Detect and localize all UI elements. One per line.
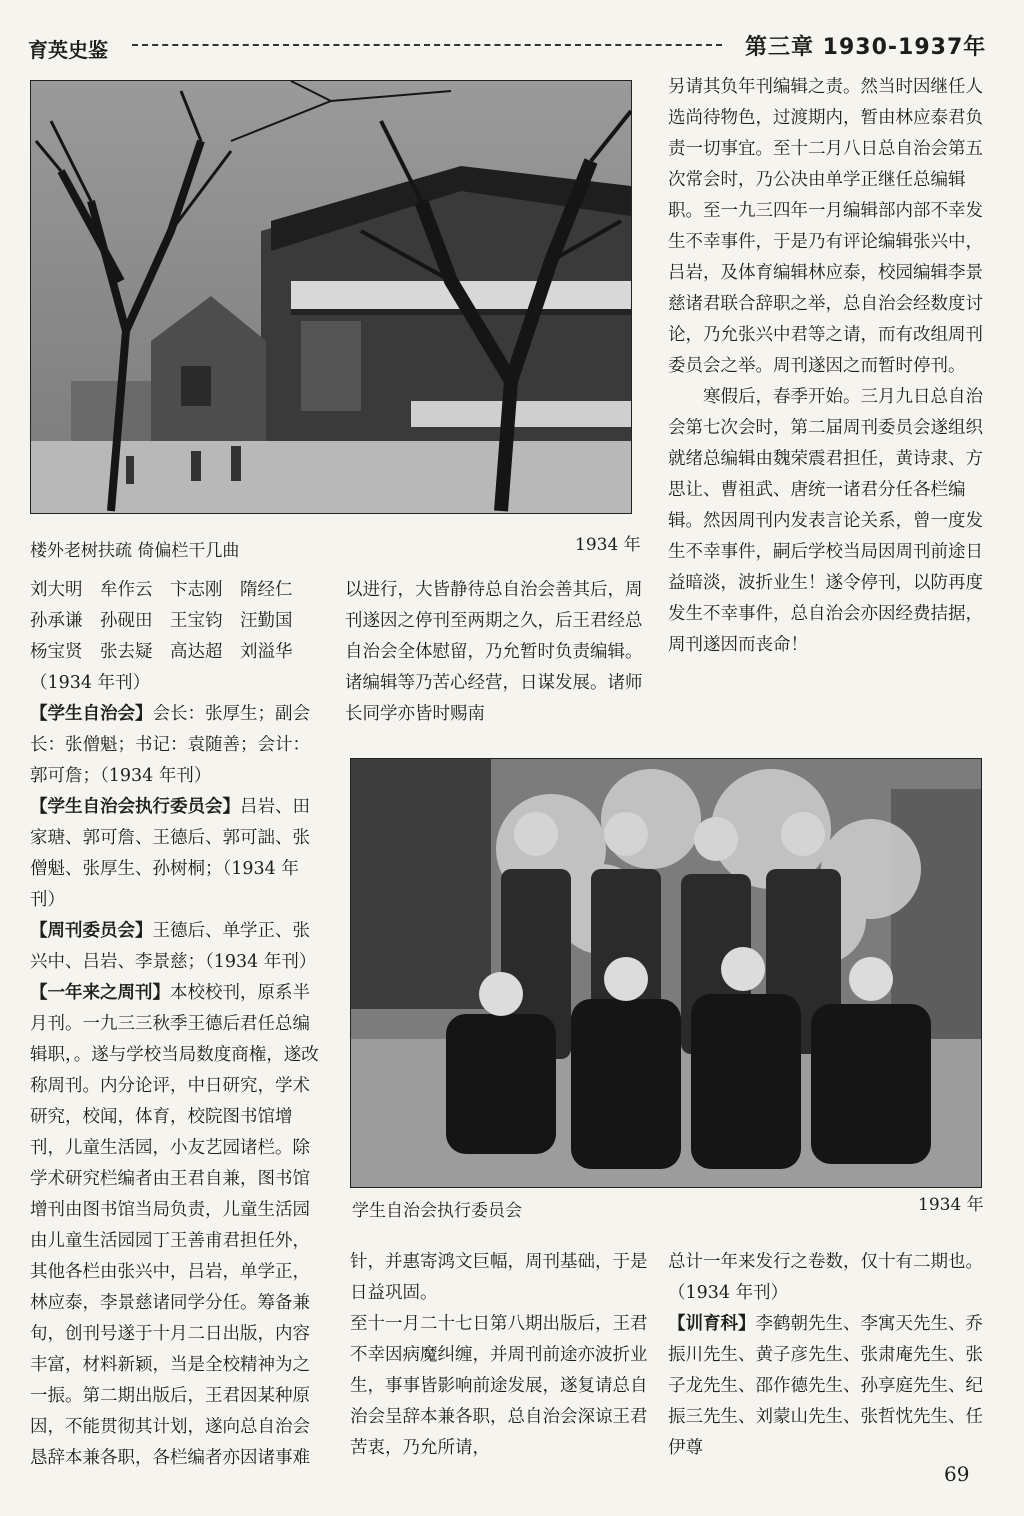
group-photo-year: 1934 年 xyxy=(918,1195,984,1215)
names-source: （1934 年刊） xyxy=(30,673,151,693)
column-right-top xyxy=(668,72,986,661)
entry-heading: 【周刊委员会】 xyxy=(30,921,153,941)
paragraph: 另请其负年刊编辑之责。然当时因继任人选尚待物色，过渡期内，暂由林应泰君负责一切事宜。至十二月八日总自治会第五次常会时，乃公决由单学正继任总编辑职。至一九三四年一月编辑部内部不幸发生不幸事件，于是乃有评论编辑张兴中，吕岩，及体育编辑林应泰，校园编辑李景慈诸君联合辞职之举，总自治会经数度讨论，乃允张兴中君等之请，而有改组周刊委员会之举。周刊遂因之而暂时停刊。 xyxy=(668,77,983,376)
entry-text: 会长：张厚生；副会长：张僧魁；书记：袁随善；会计：郭可詹；（1934 年刊） xyxy=(30,704,310,786)
entry-heading: 【学生自治会执行委员会】 xyxy=(30,797,240,817)
entry-heading: 【学生自治会】 xyxy=(30,704,153,724)
names-list xyxy=(30,575,320,699)
paragraph: 至十一月二十七日第八期出版后，王君不幸因病魔纠缠，并周刊前途亦波折业生，事事皆影响前途发展，遂复请总自治会呈辞本兼各职，总自治会深谅王君苦衷，乃允所请， xyxy=(350,1314,648,1458)
book-title: 育英史鉴 xyxy=(28,38,108,62)
name-item: 刘大明 xyxy=(30,580,83,600)
name-item: 隋经仁 xyxy=(240,580,293,600)
entry-student-union xyxy=(30,699,320,792)
photo-building-trees-icon xyxy=(31,81,631,513)
entry-heading: 【一年来之周刊】 xyxy=(30,983,170,1003)
photo-group-students-icon xyxy=(351,759,981,1187)
name-item: 刘溢华 xyxy=(240,642,293,662)
entry-training xyxy=(668,1309,986,1464)
group-photo xyxy=(350,758,982,1188)
page-number: 69 xyxy=(944,1462,970,1486)
entry-weekly-committee xyxy=(30,916,320,978)
names-row xyxy=(30,575,320,606)
names-row xyxy=(30,637,320,668)
entry-exec-committee xyxy=(30,792,320,916)
name-item: 孙砚田 xyxy=(100,611,153,631)
entry-text: 吕岩、田家瑭、郭可詹、王德后、郭可詘、张僧魁、张厚生、孙树桐；（1934 年刊） xyxy=(30,797,310,910)
name-item: 孙承谦 xyxy=(30,611,83,631)
building-photo xyxy=(30,80,632,514)
building-photo-year: 1934 年 xyxy=(575,535,641,555)
paragraph: 总计一年来发行之卷数，仅十有二期也。（1934 年刊） xyxy=(668,1252,983,1303)
entry-weekly-year xyxy=(30,978,320,1474)
paragraph: 针，并惠寄鸿文巨幅，周刊基础，于是日益巩固。 xyxy=(350,1252,648,1303)
column-left xyxy=(30,575,320,1474)
header-rule xyxy=(132,44,722,46)
paragraph: 以进行，大皆静待总自治会善其后，周刊遂因之停刊至两期之久，后王君经总自治会全体慰留，乃允暂时负责编辑。诸编辑等乃苦心经营，日谋发展。诸师长同学亦皆时赐南 xyxy=(345,580,643,724)
entry-text: 李鹤朝先生、李寓天先生、乔振川先生、黄子彦先生、张肃庵先生、张子龙先生、邵作德先生、孙享庭先生、纪振三先生、刘蒙山先生、张哲忱先生、任伊尊 xyxy=(668,1314,983,1458)
name-item: 汪勤国 xyxy=(240,611,293,631)
name-item: 高达超 xyxy=(170,642,223,662)
group-photo-caption: 学生自治会执行委员会 xyxy=(352,1201,522,1221)
name-item: 卞志刚 xyxy=(170,580,223,600)
building-photo-caption: 楼外老树扶疏 倚偏栏干几曲 xyxy=(30,541,240,561)
name-item: 杨宝贤 xyxy=(30,642,83,662)
name-item: 王宝钧 xyxy=(170,611,223,631)
chapter-title: 第三章 1930-1937年 xyxy=(745,35,987,60)
paragraph: 寒假后，春季开始。三月九日总自治会第七次会时，第二届周刊委员会遂组织就绪总编辑由魏荣震君担任，黄诗隶、方思让、曹祖武、唐统一诸君分任各栏编辑。然因周刊内发表言论关系，曾一度发生不幸事件，嗣后学校当局因周刊前途日益暗淡，波折业生！遂令停刊，以防再度发生不幸事件，总自治会亦因经费拮据，周刊遂因而丧命！ xyxy=(668,387,983,655)
column-right-bottom xyxy=(668,1247,986,1464)
names-row xyxy=(30,606,320,637)
column-middle-bottom xyxy=(350,1247,650,1464)
column-middle-top xyxy=(345,575,645,730)
entry-heading: 【训育科】 xyxy=(668,1314,756,1334)
name-item: 牟作云 xyxy=(100,580,153,600)
name-item: 张去疑 xyxy=(100,642,153,662)
entry-text: 本校校刊，原系半月刊。一九三三秋季王德后君任总编辑职，。遂与学校当局数度商権，遂改称周刊。内分论评，中日研究，学术研究，校闻，体育，校院图书馆增刊，儿童生活园，小友艺园诸栏。除学术研究栏编者由王君自兼，图书馆增刊由图书馆当局负责，儿童生活园由儿童生活园园丁王善甫君担任外，其他各栏由张兴中，吕岩，单学正，林应泰，李景慈诸同学分任。筹备兼旬，创刊号遂于十月二日出版，内容丰富，材料新颖，当是全校精神为之一振。第二期出版后，王君因某种原因，不能贯彻其计划，遂向总自治会恳辞本兼各职，各栏编者亦因诸事难 xyxy=(30,983,319,1468)
entry-text: 王德后、单学正、张兴中、吕岩、李景慈；（1934 年刊） xyxy=(30,921,317,972)
